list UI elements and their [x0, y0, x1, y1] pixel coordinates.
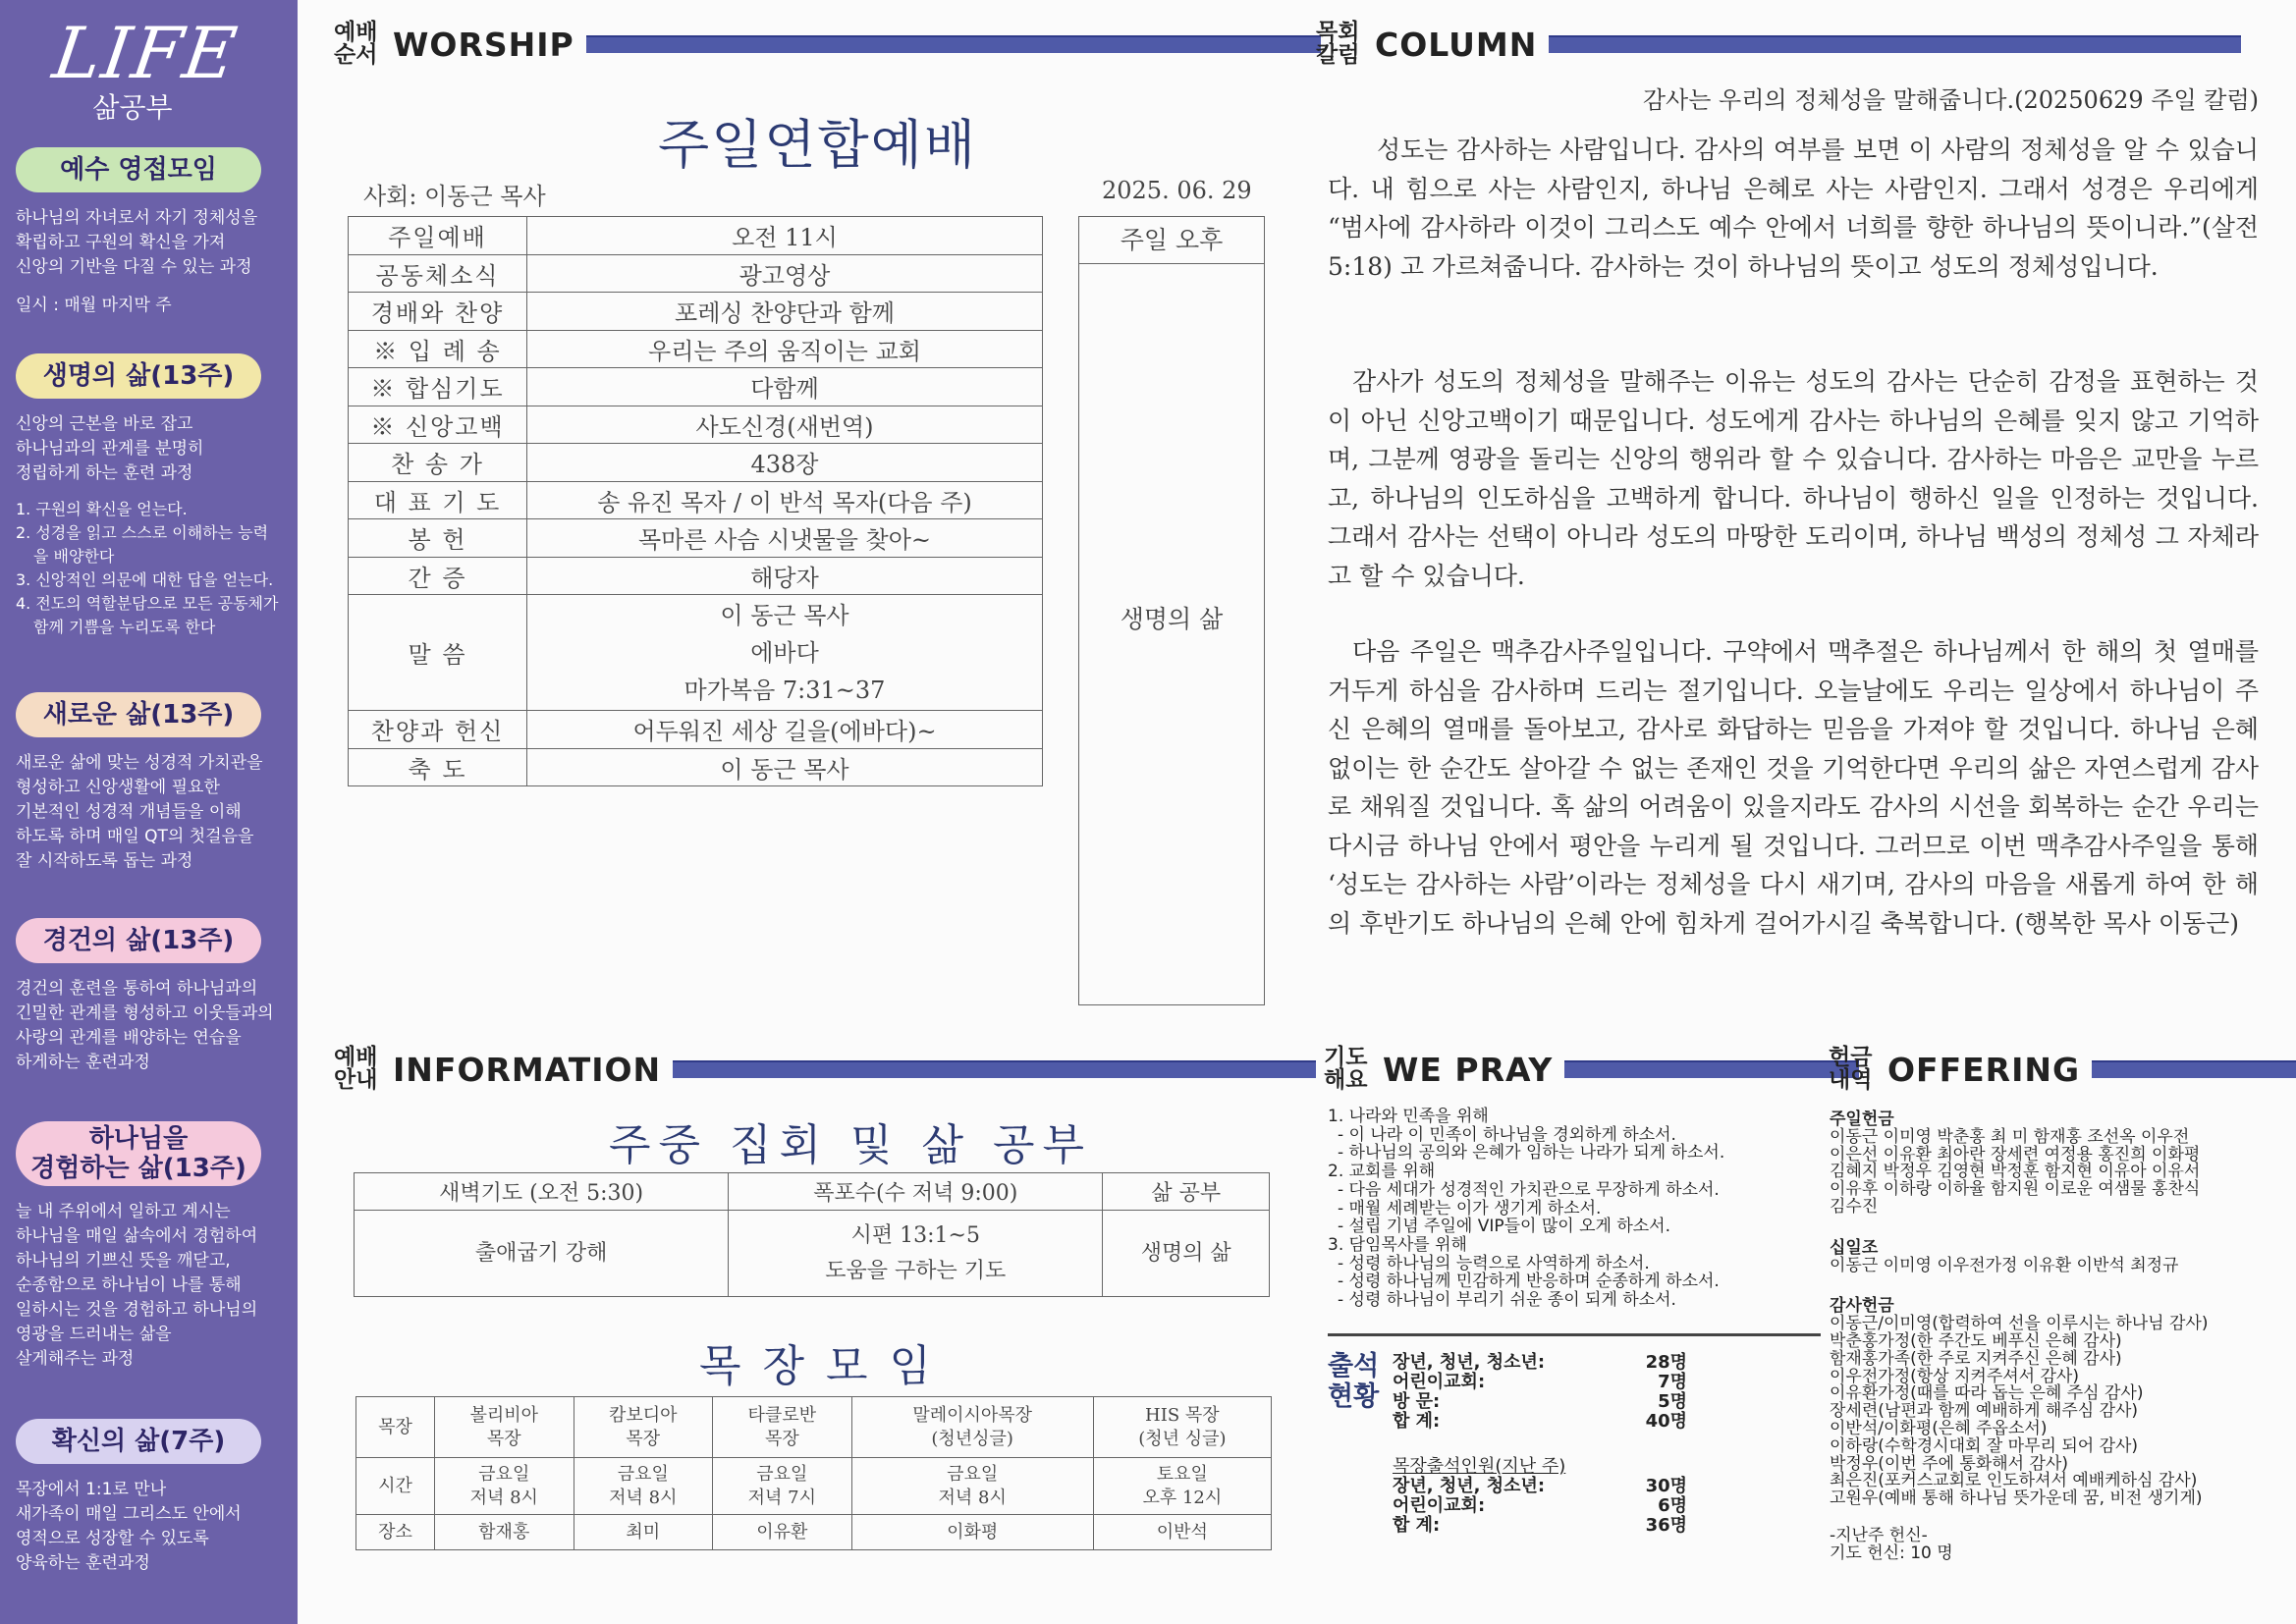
column-paragraph: 성도는 감사하는 사람입니다. 감사의 여부를 보면 이 사람의 정체성을 알 수 있습니다. 내 힘으로 사는 사람인지, 하나님 은혜로 사는 사람인지. 그래서 성경은 우리에게 “범사에 감사하라 이것이 그리스도 예수 안에서 너희를 향한 하나님의 뜻이니라.”(살전5:18) 고 가르쳐줍니다. 감사하는 것이 하나님의 뜻이고 성도의 정체성입니다. — [1328, 135, 2259, 281]
row-value: 송 유진 목자 / 이 반석 목자(다음 주) — [527, 481, 1043, 519]
table-row — [349, 368, 1043, 406]
logo-text: LIFE — [48, 12, 244, 94]
cell-time: 토요일 오후 12시 — [1093, 1458, 1271, 1515]
offering-line: 최은진(포커스교회로 인도하셔서 예배케하심 감사) — [1830, 1471, 2198, 1491]
weekly-meetings-title: 주중 집회 및 삶 공부 — [609, 1120, 1092, 1170]
weekly-meetings-table — [354, 1172, 1270, 1297]
prayer-item: - 하나님의 공의와 은혜가 임하는 나라가 되게 하소서. — [1338, 1143, 1725, 1164]
desc-line: 확립하고 구원의 확신을 가져 — [16, 233, 226, 252]
attendance-row-label: 합 계: — [1393, 1515, 1441, 1536]
column-paragraph: 다음 주일은 맥추감사주일입니다. 구약에서 맥추절은 하나님께서 한 해의 첫 열매를 거두게 하심을 감사하며 드리는 절기입니다. 오늘날에도 우리는 일상에서 하나님이 주신 은혜의 열매를 돌아보고, 감사로 화답하는 믿음을 가져야 할 것입니다. 하나님 은혜 없이는 한 순간도 살아갈 수 없는 존재인 것을 기억한다면 우리의 삶은 자연스럽게 감사로 채워질 것입니다. 혹 삶의 어려움이 있을지라도 감사의 시선을 회복하는 순간 우리는 다시금 하나님 안에서 평안을 누리게 될 것입니다. 그러므로 이번 맥추감사주일을 통해 ‘성도는 감사하는 사람’이라는 정체성을 다시 새기며, 감사의 마음을 새롭게 하여 한 해의 후반기도 하나님의 은혜 안에 힘차게 걸어가시길 축복합니다. (행복한 목사 이동근) — [1328, 637, 2259, 938]
desc-line: 늘 내 주위에서 일하고 계시는 — [16, 1202, 231, 1221]
sidebar-section-experiencing-god — [16, 1121, 283, 1372]
row-value: 사도신경(새번역) — [527, 406, 1043, 444]
cell-attendance-title: 목장출석인원(지난 주) — [1393, 1456, 1566, 1477]
offering-list — [1830, 1108, 2262, 1563]
offering-line: 김혜지 박정우 김영현 박정훈 함지현 이유아 이유서 — [1830, 1162, 2201, 1182]
row-label: 목장 — [356, 1397, 435, 1458]
cell-place: 이반석 — [1093, 1515, 1271, 1550]
cell-line: 도움을 구하는 기도 — [825, 1258, 1007, 1283]
attendance-row — [1393, 1516, 1687, 1536]
table-row — [349, 444, 1043, 482]
cell-place: 함재홍 — [435, 1515, 574, 1550]
desc-line: 영광을 드러내는 삶을 — [16, 1325, 172, 1344]
column-header: 삶 공부 — [1103, 1173, 1270, 1211]
offering-category: 감사헌금 — [1830, 1296, 1894, 1317]
worship-header — [334, 20, 1321, 69]
row-value: 이 동근 목사 — [527, 748, 1043, 786]
row-label: 장소 — [356, 1515, 435, 1550]
table-row — [356, 1458, 1272, 1515]
row-value: 목마른 사슴 시냇물을 찾아~ — [527, 519, 1043, 558]
prayer-item: - 성령 하나님의 능력으로 사역하게 하소서. — [1338, 1253, 1650, 1273]
header-english: COLUMN — [1375, 25, 1538, 64]
worship-host: 사회: 이동근 목사 — [363, 183, 546, 210]
row-value: 오전 11시 — [527, 217, 1043, 255]
header-english: WE PRAY — [1383, 1050, 1554, 1089]
prayer-item: - 이 나라 이 민족이 하나님을 경외하게 하소서. — [1338, 1124, 1676, 1145]
offering-line: 이동근 이미영 이우전가정 이유환 이반석 최정규 — [1830, 1255, 2179, 1275]
row-value: 포레싱 찬양단과 함께 — [527, 293, 1043, 331]
attendance-row-label: 방 문: — [1393, 1391, 1441, 1412]
offering-line: 이은선 이유환 최아란 장세련 여정용 홍진희 이화평 — [1830, 1144, 2201, 1164]
header-bar — [586, 35, 1321, 53]
offering-line: 박정우(이번 주에 통화해서 감사) — [1830, 1453, 2068, 1474]
prayer-topic: 1. 나라와 민족을 위해 — [1328, 1107, 1489, 1126]
sermon-preacher: 이 동근 목사 — [720, 601, 849, 629]
row-label: 봉 헌 — [349, 519, 527, 558]
cell-place: 최미 — [574, 1515, 713, 1550]
attendance-row — [1393, 1392, 1687, 1412]
last-week-devotion-title: -지난주 헌신- — [1830, 1525, 1928, 1545]
section-desc — [16, 412, 283, 639]
offering-line: 김수진 — [1830, 1196, 1879, 1217]
desc-line: 하나님을 매일 삶속에서 경험하여 — [16, 1226, 258, 1246]
information-header — [334, 1045, 1316, 1094]
sidebar — [0, 0, 298, 1624]
desc-line: 하나님의 기쁘신 뜻을 깨닫고, — [16, 1251, 231, 1271]
afternoon-header: 주일 오후 — [1079, 217, 1264, 264]
desc-list-item: 4. 전도의 역할분담으로 모든 공동체가 함께 기쁨을 누리도록 한다 — [16, 594, 279, 636]
cell-place: 이화평 — [851, 1515, 1093, 1550]
attendance-row — [1393, 1412, 1687, 1432]
offering-line: 이동근/이미영(합력하여 선을 이루시는 하나님 감사) — [1830, 1314, 2209, 1334]
table-row — [349, 293, 1043, 331]
desc-line: 잘 시작하도록 돕는 과정 — [16, 851, 193, 871]
offering-line: 이동근 이미영 박춘홍 최 미 함재홍 조선옥 이우전 — [1830, 1126, 2190, 1147]
attendance-row-value: 6명 — [1658, 1495, 1687, 1516]
sermon-title: 에바다 — [750, 638, 819, 667]
row-label: ※ 신앙고백 — [349, 406, 527, 444]
attendance-row — [1393, 1373, 1687, 1392]
sidebar-section-assurance — [16, 1419, 283, 1576]
desc-line: 양육하는 훈련과정 — [16, 1553, 150, 1573]
header-korean: 헌금 내역 — [1829, 1045, 1873, 1093]
life-logo — [48, 12, 244, 126]
desc-line: 신앙의 기반을 다질 수 있는 과정 — [16, 257, 252, 277]
sidebar-section-devotion — [16, 918, 283, 1075]
desc-line: 일하시는 것을 경험하고 하나님의 — [16, 1300, 258, 1320]
prayer-item: - 성령 하나님께 민감하게 반응하며 순종하게 하소서. — [1338, 1272, 1720, 1292]
offering-header — [1829, 1045, 2296, 1094]
desc-line: 정립하게 하는 훈련 과정 — [16, 463, 193, 483]
row-value — [527, 595, 1043, 711]
attendance-row-label: 어린이교회: — [1393, 1495, 1486, 1516]
afternoon-value: 생명의 삶 — [1120, 605, 1224, 633]
desc-line: 긴밀한 관계를 형성하고 이웃들과의 — [16, 1003, 274, 1023]
header-korean: 목회 칼럼 — [1316, 20, 1360, 68]
section-title-line: 하나님을 — [88, 1124, 189, 1154]
table-row — [349, 595, 1043, 711]
table-row — [349, 330, 1043, 368]
cell-attendance-block — [1328, 1456, 1687, 1545]
desc-line: 하나님과의 관계를 분명히 — [16, 439, 204, 459]
row-value: 우리는 주의 움직이는 교회 — [527, 330, 1043, 368]
logo-subtitle: 삶공부 — [92, 91, 173, 124]
header-bar — [1549, 35, 2241, 53]
desc-list-item: 3. 신앙적인 의문에 대한 답을 얻는다. — [16, 570, 274, 589]
attendance-row — [1393, 1496, 1687, 1516]
cell-value: 생명의 삶 — [1103, 1211, 1270, 1297]
row-value: 어두워진 세상 길을(에바다)~ — [527, 711, 1043, 749]
cell-line: 시편 13:1~5 — [850, 1222, 980, 1248]
worship-date: 2025. 06. 29 — [1102, 177, 1252, 204]
column-title: 감사는 우리의 정체성을 말해줍니다.(20250629 주일 칼럼) — [1642, 86, 2259, 114]
table-row — [355, 1211, 1270, 1297]
column-header — [1316, 20, 2241, 69]
divider — [1328, 1333, 1821, 1336]
offering-category: 십일조 — [1830, 1237, 1879, 1258]
desc-line: 새가족이 매일 그리스도 안에서 — [16, 1504, 242, 1524]
header-korean: 기도 해요 — [1324, 1045, 1368, 1093]
header-english: INFORMATION — [393, 1050, 662, 1089]
offering-line: 이유후 이하랑 이하율 함지원 이로운 여샘물 홍찬식 — [1830, 1179, 2201, 1200]
prayer-item: - 설립 기념 주일에 VIP들이 많이 오게 하소서. — [1338, 1217, 1671, 1237]
attendance-row-value: 40명 — [1645, 1411, 1687, 1432]
section-desc — [16, 206, 283, 318]
prayer-topic: 2. 교회를 위해 — [1328, 1162, 1436, 1182]
row-label: 찬양과 헌신 — [349, 711, 527, 749]
cell-group-name: 말레이시아목장 (청년싱글) — [851, 1397, 1093, 1458]
cell-time: 금요일 저녁 7시 — [713, 1458, 852, 1515]
section-title: 확신의 삶(7주) — [16, 1419, 261, 1464]
desc-line: 사랑의 관계를 배양하는 연습을 — [16, 1028, 242, 1048]
desc-line: 살게해주는 과정 — [16, 1349, 135, 1369]
prayer-item: - 성령 하나님이 부리기 쉬운 종이 되게 하소서. — [1338, 1290, 1676, 1311]
table-row — [349, 254, 1043, 293]
attendance-row-value: 36명 — [1645, 1515, 1687, 1536]
offering-line: 박춘홍가정(한 주간도 베푸신 은혜 감사) — [1830, 1330, 2122, 1351]
sidebar-section-new-life — [16, 692, 283, 874]
section-desc — [16, 1478, 283, 1576]
column-header: 새벽기도 (오전 5:30) — [355, 1173, 729, 1211]
desc-line: 하게하는 훈련과정 — [16, 1053, 150, 1072]
desc-line: 순종함으로 하나님이 나를 통해 — [16, 1275, 242, 1295]
table-row — [349, 217, 1043, 255]
attendance-row-value: 5명 — [1658, 1391, 1687, 1412]
cell-group-title: 목장모임 — [699, 1341, 954, 1391]
header-korean: 예배 안내 — [334, 1045, 378, 1093]
section-title: 새로운 삶(13주) — [16, 692, 261, 737]
offering-line: 이우전가정(항상 지켜주셔서 감사) — [1830, 1366, 2079, 1386]
attendance-row — [1393, 1353, 1687, 1373]
attendance-row-label: 어린이교회: — [1393, 1372, 1486, 1392]
cell-value — [729, 1211, 1103, 1297]
header-korean: 예배 순서 — [334, 20, 378, 68]
row-value: 438장 — [527, 444, 1043, 482]
prayer-item: - 다음 세대가 성경적인 가치관으로 무장하게 하소서. — [1338, 1179, 1720, 1200]
row-value: 광고영상 — [527, 254, 1043, 293]
attendance-row-value: 30명 — [1645, 1476, 1687, 1496]
row-label: 축 도 — [349, 748, 527, 786]
row-label: 주일예배 — [349, 217, 527, 255]
cell-group-table — [355, 1396, 1272, 1550]
attendance-row-label: 장년, 청년, 청소년: — [1393, 1476, 1546, 1496]
cell-time: 금요일 저녁 8시 — [574, 1458, 713, 1515]
attendance-block — [1328, 1351, 1687, 1439]
cell-attendance-rows — [1393, 1457, 1687, 1536]
attendance-rows — [1393, 1353, 1687, 1432]
worship-title: 주일연합예배 — [658, 114, 977, 176]
desc-schedule: 일시 : 매월 마지막 주 — [16, 296, 172, 315]
pray-header — [1324, 1045, 1859, 1094]
attendance-row-label: 합 계: — [1393, 1411, 1441, 1432]
desc-line: 형성하고 신앙생활에 필요한 — [16, 778, 220, 797]
column-header: 폭포수(수 저녁 9:00) — [729, 1173, 1103, 1211]
table-row — [349, 519, 1043, 558]
offering-line: 장세련(남편과 함께 예배하게 해주심 감사) — [1830, 1401, 2139, 1422]
row-label: 찬 송 가 — [349, 444, 527, 482]
header-english: OFFERING — [1887, 1050, 2081, 1089]
desc-line: 기본적인 성경적 개념들을 이해 — [16, 802, 242, 822]
cell-group-name: 캄보디아 목장 — [574, 1397, 713, 1458]
cell-group-name: 볼리비아 목장 — [435, 1397, 574, 1458]
offering-line: 함재홍가족(한 주로 지켜주신 은혜 감사) — [1830, 1348, 2122, 1369]
attendance-row-value: 7명 — [1658, 1372, 1687, 1392]
table-row — [356, 1397, 1272, 1458]
row-label: 공동체소식 — [349, 254, 527, 293]
section-title: 경건의 삶(13주) — [16, 918, 261, 963]
section-title — [16, 1121, 261, 1186]
cell-time: 금요일 저녁 8시 — [435, 1458, 574, 1515]
cell-place: 이유환 — [713, 1515, 852, 1550]
attendance-row — [1393, 1477, 1687, 1496]
table-row — [349, 711, 1043, 749]
row-value: 해당자 — [527, 557, 1043, 595]
row-value: 다함께 — [527, 368, 1043, 406]
desc-list-item: 1. 구원의 확신을 얻는다. — [16, 500, 188, 518]
section-desc — [16, 1200, 283, 1372]
section-desc — [16, 751, 283, 874]
row-label: 간 증 — [349, 557, 527, 595]
row-label: 시간 — [356, 1458, 435, 1515]
row-label: ※ 입 례 송 — [349, 330, 527, 368]
afternoon-worship-box — [1078, 216, 1265, 1005]
cell-group-name: HIS 목장 (청년 싱글) — [1093, 1397, 1271, 1458]
desc-line: 하나님의 자녀로서 자기 정체성을 — [16, 208, 258, 228]
desc-line: 영적으로 성장할 수 있도록 — [16, 1529, 209, 1548]
section-desc — [16, 977, 283, 1075]
cell-group-name: 타클로반 목장 — [713, 1397, 852, 1458]
prayer-item: - 매월 세례받는 이가 생기게 하소서. — [1338, 1198, 1602, 1218]
cell-value: 출애굽기 강해 — [355, 1211, 729, 1297]
desc-list-item: 2. 성경을 읽고 스스로 이해하는 능력을 배양한다 — [16, 523, 269, 566]
sermon-scripture: 마가복음 7:31~37 — [683, 676, 886, 704]
prayer-topic: 3. 담임목사를 위해 — [1328, 1234, 1467, 1255]
table-row — [355, 1173, 1270, 1211]
table-row — [349, 481, 1043, 519]
row-label: 경배와 찬양 — [349, 293, 527, 331]
row-label: ※ 합심기도 — [349, 368, 527, 406]
table-row — [349, 406, 1043, 444]
offering-category: 주일헌금 — [1830, 1110, 1894, 1129]
row-label: 말 씀 — [349, 595, 527, 711]
offering-line: 이유환가정(때를 따라 돕는 은혜 주심 감사) — [1830, 1383, 2144, 1404]
last-week-devotion-count: 기도 헌신: 10 명 — [1830, 1543, 1953, 1563]
table-row — [349, 557, 1043, 595]
row-label: 대 표 기 도 — [349, 481, 527, 519]
section-title: 예수 영접모임 — [16, 147, 261, 192]
sidebar-section-welcome — [16, 147, 283, 318]
attendance-row-label: 장년, 청년, 청소년: — [1393, 1352, 1546, 1373]
table-row — [356, 1515, 1272, 1550]
section-title-line: 경험하는 삶(13주) — [30, 1154, 246, 1183]
section-title: 생명의 삶(13주) — [16, 353, 261, 399]
table-row — [349, 748, 1043, 786]
offering-line: 이반석/이화평(은혜 주옵소서) — [1830, 1418, 2048, 1438]
header-bar — [673, 1060, 1316, 1078]
column-paragraph: 감사가 성도의 정체성을 말해주는 이유는 성도의 감사는 단순히 감정을 표현하는 것이 아닌 신앙고백이기 때문입니다. 성도에게 감사는 하나님의 은혜를 잊지 않고 기억하며, 그분께 영광을 돌리는 신앙의 행위라 할 수 있습니다. 감사하는 마음은 교만을 누르고, 하나님의 인도하심을 고백하게 합니다. 하나님이 행하신 일을 인정하는 것입니다. 그래서 감사는 선택이 아니라 성도의 마땅한 도리이며, 하나님 백성의 정체성 그 자체라고 할 수 있습니다. — [1328, 367, 2259, 590]
sidebar-section-life — [16, 353, 283, 639]
attendance-row-value: 28명 — [1645, 1352, 1687, 1373]
header-bar — [2092, 1060, 2296, 1078]
offering-line: 이하랑(수학경시대회 잘 마무리 되어 감사) — [1830, 1435, 2139, 1456]
prayer-list — [1328, 1108, 1779, 1310]
worship-order-table — [348, 216, 1043, 786]
desc-line: 하도록 하며 매일 QT의 첫걸음을 — [16, 827, 254, 846]
header-english: WORSHIP — [393, 25, 574, 64]
desc-line: 신앙의 근본을 바로 잡고 — [16, 414, 193, 434]
offering-line: 고원우(예배 통해 하나님 뜻가운데 꿈, 비전 생기게) — [1830, 1489, 2203, 1509]
header-bar — [1564, 1060, 1859, 1078]
desc-line: 목장에서 1:1로 만나 — [16, 1480, 167, 1499]
attendance-label: 출석 현황 — [1328, 1351, 1380, 1412]
cell-time: 금요일 저녁 8시 — [851, 1458, 1093, 1515]
desc-line: 경건의 훈련을 통하여 하나님과의 — [16, 979, 258, 999]
desc-line: 새로운 삶에 맞는 성경적 가치관을 — [16, 753, 263, 773]
